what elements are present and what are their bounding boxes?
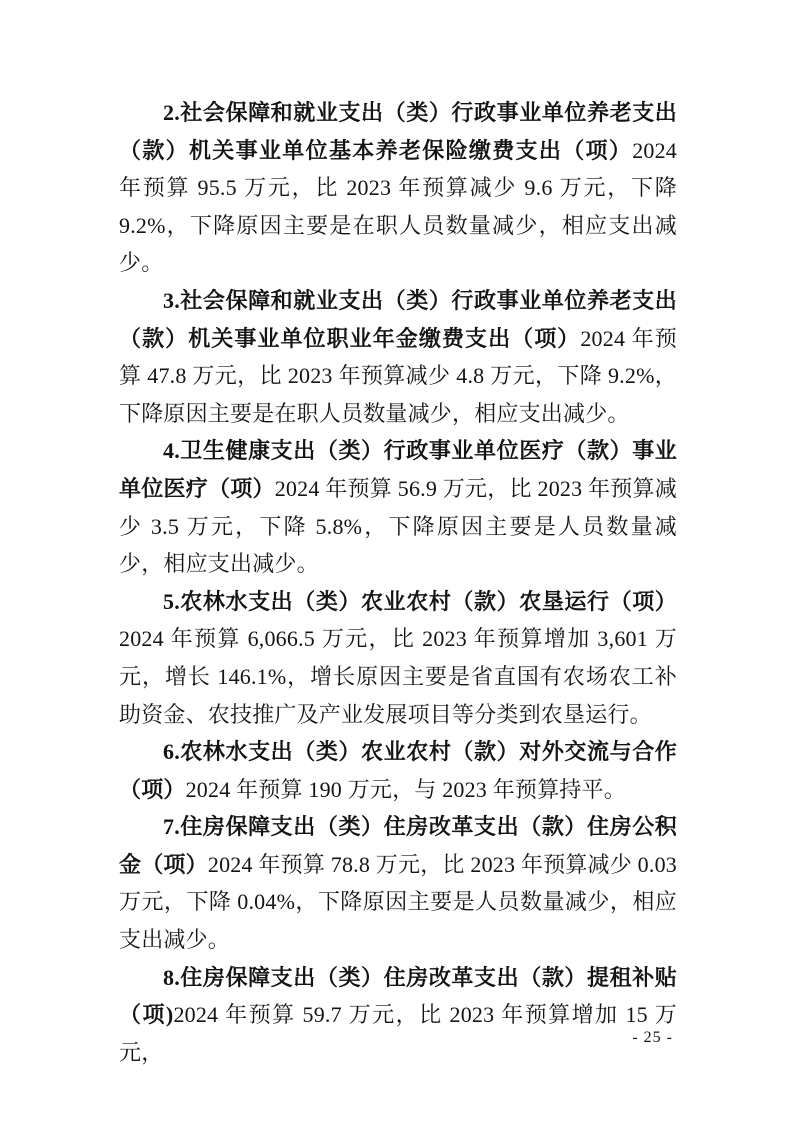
budget-paragraph-8 [119, 959, 677, 1072]
budget-paragraph-4 [119, 432, 677, 582]
paragraph-body: 2024 年预算 78.8 万元，比 2023 年预算减少 0.03 万元，下降 0.04%，下降原因主要是人员数量减少，相应支出减少。 [119, 851, 677, 953]
paragraph-heading: 3.社会保障和就业支出（类）行政事业单位养老支出（款）机关事业单位职业年金缴费支出（项） [119, 287, 677, 351]
budget-paragraph-7 [119, 808, 677, 958]
paragraph-body: 2024 年预算 95.5 万元，比 2023 年预算减少 9.6 万元，下降 9.2%，下降原因主要是在职人员数量减少，相应支出减少。 [119, 137, 677, 276]
paragraph-body: 2024 年预算 190 万元，与 2023 年预算持平。 [185, 776, 626, 802]
budget-paragraph-5 [119, 583, 677, 733]
paragraph-body: 2024 年预算 47.8 万元，比 2023 年预算减少 4.8 万元，下降 9.2%，下降原因主要是在职人员数量减少，相应支出减少。 [119, 325, 677, 426]
paragraph-heading: 4.卫生健康支出（类）行政事业单位医疗（款）事业单位医疗（项） [119, 438, 677, 501]
paragraph-body: 2024 年预算 59.7 万元，比 2023 年预算增加 15 万元， [119, 1002, 677, 1065]
paragraph-heading: 2.社会保障和就业支出（类）行政事业单位养老支出（款）机关事业单位基本养老保险缴费支出（项） [119, 100, 677, 163]
paragraph-heading: 7.住房保障支出（类）住房改革支出（款）住房公积金（项） [119, 814, 677, 877]
budget-paragraph-3 [119, 282, 677, 432]
paragraph-heading: 6.农林水支出（类）农业农村（款）对外交流与合作（项） [119, 739, 677, 802]
paragraph-heading: 8.住房保障支出（类）住房改革支出（款）提租补贴（项) [119, 964, 677, 1028]
paragraph-heading: 5.农林水支出（类）农业农村（款）农垦运行（项） [163, 588, 677, 614]
page-number: - 25 - [632, 1029, 673, 1046]
budget-paragraph-2 [119, 94, 677, 282]
paragraph-body: 2024 年预算 56.9 万元，比 2023 年预算减少 3.5 万元，下降 5.8%，下降原因主要是人员数量减少，相应支出减少。 [119, 475, 677, 577]
budget-paragraph-6 [119, 733, 677, 808]
document-body [119, 94, 677, 1071]
paragraph-body: 2024 年预算 6,066.5 万元，比 2023 年预算增加 3,601 万元，增长 146.1%，增长原因主要是省直国有农场农工补助资金、农技推广及产业发展项目等分类到农垦运行。 [119, 626, 677, 727]
